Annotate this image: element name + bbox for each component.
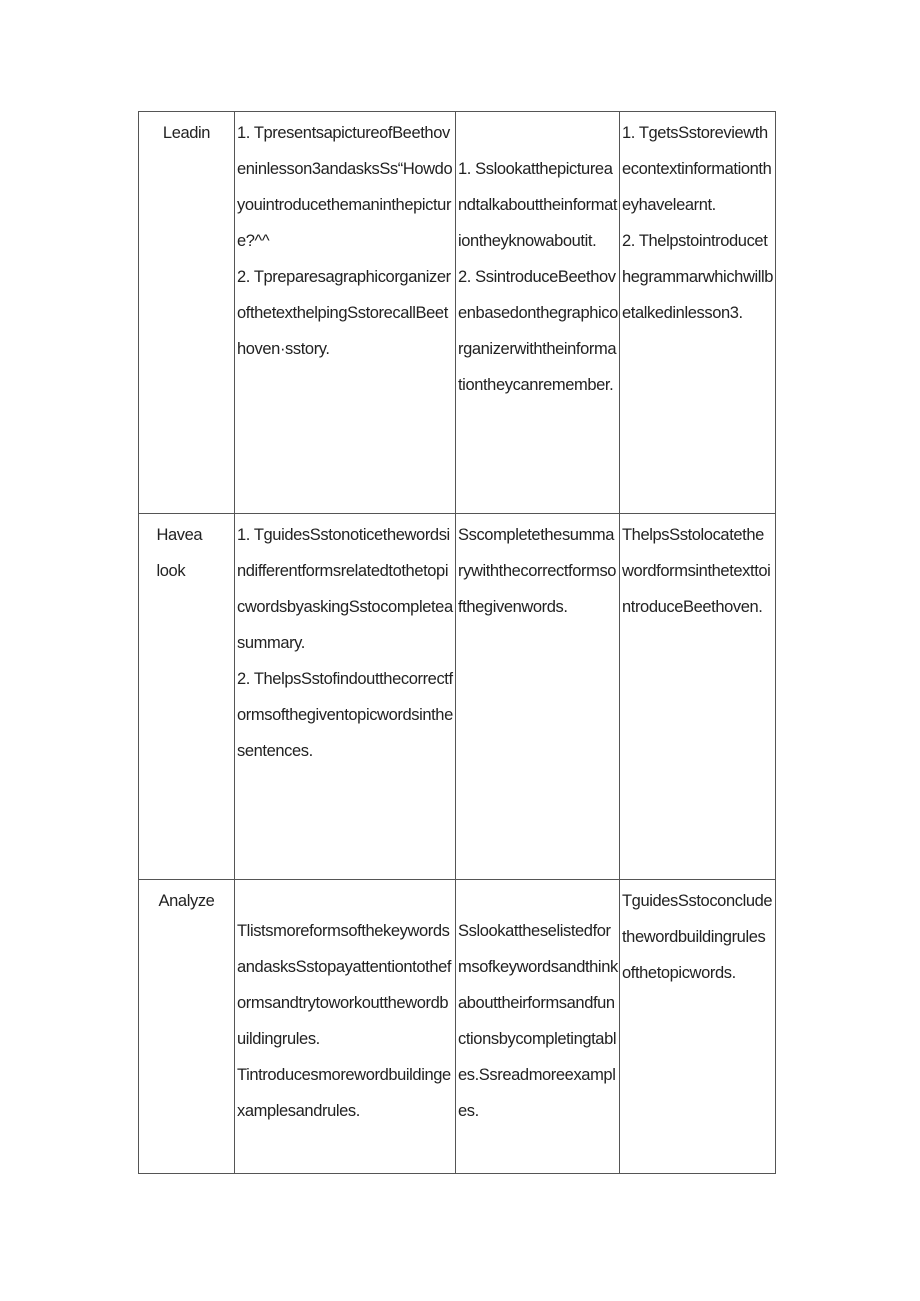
stage-label: Havea look [156,526,203,580]
teacher-activity-1: 1. TguidesSstonoticethewordsindifferentformsrelatedtothetopicwordsbyaskingSstocompleteasummary. [237,526,453,652]
stage-cell [139,112,235,514]
student-activity-1: 1. Sslookatthepictureandtalkabouttheinformationtheyknowaboutit. [458,160,618,250]
teacher-activity-2: 2. ThelpsSstofindoutthecorrectformsofthegiventopicwordsinthesentences. [237,670,453,760]
stage-cell [139,880,235,1174]
teacher-activity-cell [235,880,456,1174]
table-row-have-a-look [139,514,776,880]
lesson-plan-table [138,111,776,1174]
purpose-1: 1. TgetsSstoreviewthecontextinformationtheyhavelearnt. [622,124,772,214]
table-row-leadin [139,112,776,514]
teacher-activity-cell [235,514,456,880]
stage-cell [139,514,235,880]
teacher-activity-1: 1. TpresentsapictureofBeethoveninlesson3andasksSs“Howdoyouintroducethemaninthepicture?^^ [237,124,453,250]
teacher-activity-cell [235,112,456,514]
student-activity-cell [456,112,620,514]
purpose-2: 2. Thelpstointroducethegrammarwhichwillbetalkedinlesson3. [622,232,774,322]
student-activity-2: 2. SsintroduceBeethovenbasedonthegraphicorganizerwiththeinformationtheycanremember. [458,268,618,394]
purpose-1: ThelpsSstolocatethewordformsinthetexttointroduceBeethoven. [622,526,771,616]
purpose-1: TguidesSstoconcludethewordbuildingrulesofthetopicwords. [622,892,773,982]
purpose-cell [620,112,776,514]
stage-label: Analyze [158,892,215,910]
student-activity-1: Sslookattheselistedformsofkeywordsandthinkabouttheirformsandfunctionsbycompletingtables.Ssreadmoreexamples. [458,922,618,1120]
student-activity-cell [456,880,620,1174]
teacher-activity-2: 2. TpreparesagraphicorganizerofthetexthelpingSstorecallBeethoven·sstory. [237,268,451,358]
table-row-analyze [139,880,776,1174]
student-activity-1: Sscompletethesummarywiththecorrectformsofthegivenwords. [458,526,617,616]
teacher-activity-1: TlistsmoreformsofthekeywordsandasksSstopayattentiontotheformsandtrytoworkoutthewordbuildingrules. [237,922,452,1048]
stage-label: Leadin [162,124,211,142]
teacher-activity-2: Tintroducesmorewordbuildingexamplesandrules. [237,1066,451,1120]
purpose-cell [620,880,776,1174]
student-activity-cell [456,514,620,880]
purpose-cell [620,514,776,880]
